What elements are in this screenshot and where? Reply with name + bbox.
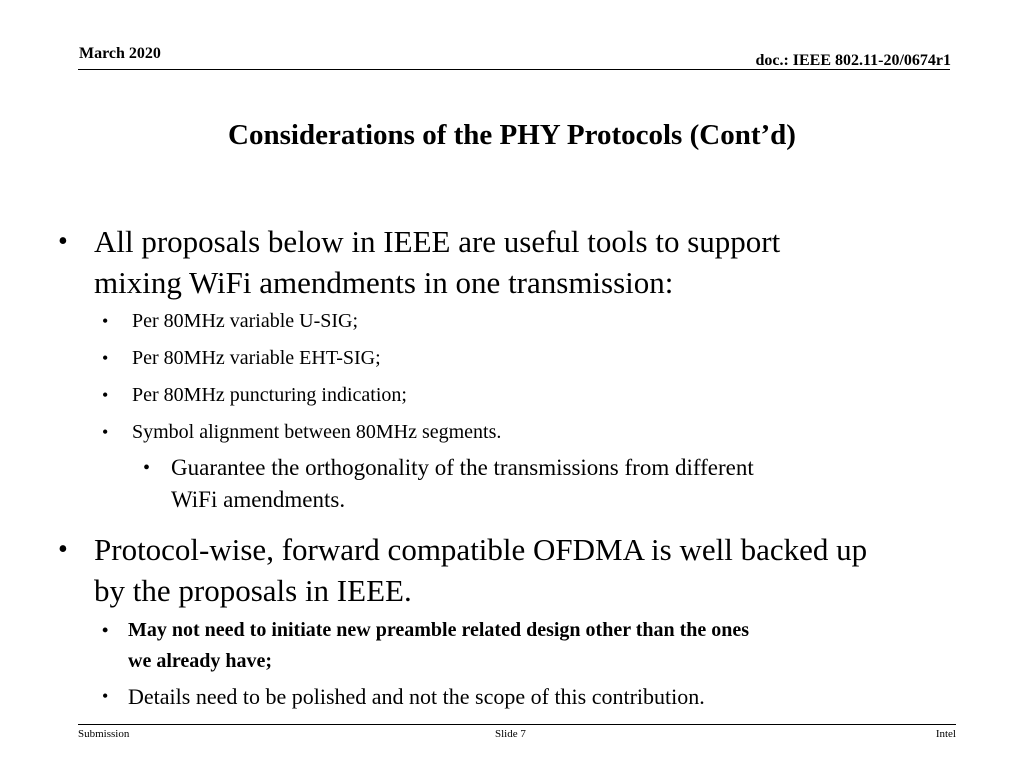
bullet-icon: • — [58, 534, 68, 565]
slide-title: Considerations of the PHY Protocols (Cont’d) — [228, 119, 796, 151]
footer-slide-number: Slide 7 — [495, 728, 526, 740]
bullet-icon: • — [102, 311, 109, 331]
sub-bullet-text: Symbol alignment between 80MHz segments. — [132, 421, 502, 443]
bullet-1 — [58, 221, 780, 303]
sub-bullet-text: Per 80MHz variable U-SIG; — [132, 310, 359, 332]
sub-bullet-line-1: May not need to initiate new preamble related design other than the ones — [128, 619, 750, 641]
header-doc-id: doc.: IEEE 802.11-20/0674r1 — [755, 52, 951, 69]
sub-bullet-2-2 — [102, 681, 705, 712]
sub-bullet-1-3 — [102, 380, 407, 411]
sub-bullet-text: Per 80MHz puncturing indication; — [132, 384, 407, 406]
bullet-icon: • — [102, 686, 109, 706]
bullet-icon: • — [102, 348, 109, 368]
bullet-1-line-2: mixing WiFi amendments in one transmission: — [94, 265, 674, 300]
footer-company: Intel — [935, 728, 956, 740]
header-date: March 2020 — [79, 45, 161, 62]
bullet-2-line-1: Protocol-wise, forward compatible OFDMA is well backed up — [94, 532, 868, 567]
sub-bullet-text: Per 80MHz variable EHT-SIG; — [132, 347, 381, 369]
sub-bullet-1-1 — [102, 306, 358, 337]
sub-bullet-2-1 — [102, 615, 749, 677]
bullet-icon: • — [58, 226, 68, 257]
sub-bullet-text: Details need to be polished and not the scope of this contribution. — [128, 684, 705, 709]
bullet-1-line-1: All proposals below in IEEE are useful tools to support — [94, 224, 781, 259]
sub-bullet-1-2 — [102, 343, 381, 374]
sub-bullet-line-2: we already have; — [128, 650, 273, 672]
sub-sub-bullet-1-4-1 — [143, 452, 754, 516]
footer-divider — [78, 724, 956, 725]
sub-sub-bullet-line-2: WiFi amendments. — [171, 487, 346, 512]
bullet-icon: • — [102, 422, 109, 442]
bullet-2 — [58, 529, 867, 611]
header-divider — [78, 69, 950, 70]
footer-submission: Submission — [78, 728, 130, 740]
bullet-icon: • — [102, 620, 109, 640]
bullet-icon: • — [102, 385, 109, 405]
sub-sub-bullet-line-1: Guarantee the orthogonality of the transmissions from different — [171, 455, 754, 480]
sub-bullet-1-4 — [102, 417, 501, 448]
bullet-2-line-2: by the proposals in IEEE. — [94, 573, 412, 608]
bullet-icon: • — [143, 457, 151, 479]
